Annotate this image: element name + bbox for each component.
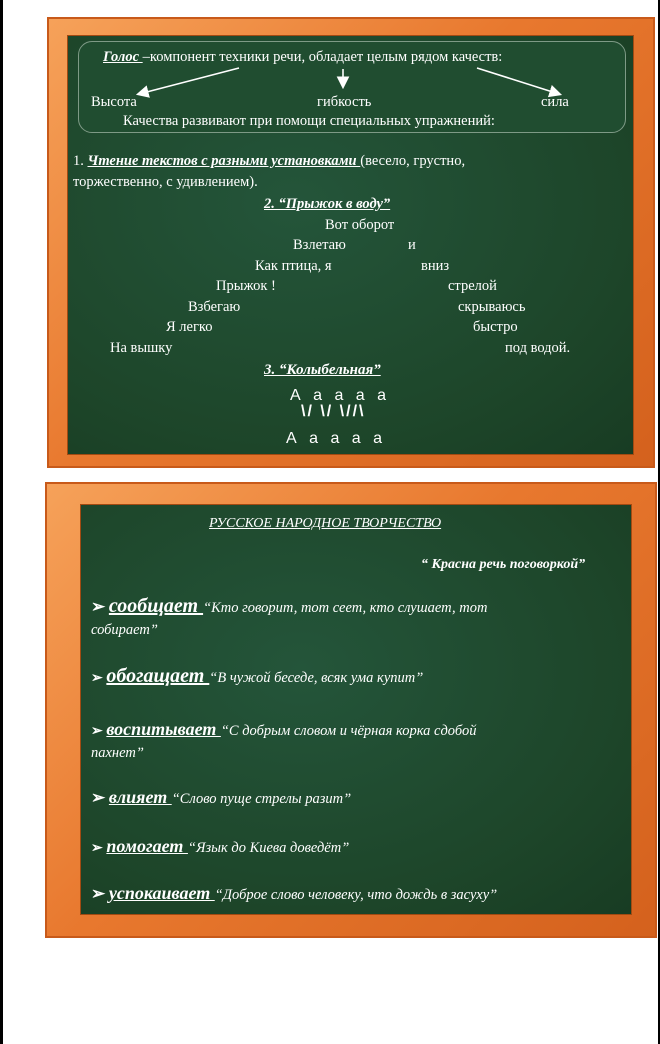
arrow-bullet-icon: ➢ xyxy=(91,671,103,686)
slide-1-board xyxy=(67,35,634,455)
poem-line-4-right: стрелой xyxy=(448,278,497,294)
voice-definition-bubble xyxy=(78,41,626,133)
voice-term: Голос xyxy=(103,49,143,65)
quality-strength: сила xyxy=(541,94,569,110)
quality-flexibility: гибкость xyxy=(317,94,372,110)
exercise-3-title: 3. “Колыбельная” xyxy=(264,362,381,378)
list-item xyxy=(91,721,476,740)
poem-line-2-right: и xyxy=(408,237,416,253)
lullaby-line-3: А а а а а xyxy=(286,430,387,447)
poem-line-3-left: Как птица, я xyxy=(255,258,332,274)
item-quote-continued: собирает” xyxy=(91,622,158,638)
exercise-1-number: 1. xyxy=(73,153,88,169)
poem-line-6-right: быстро xyxy=(473,319,518,335)
item-quote-continued: пахнет” xyxy=(91,745,144,761)
poem-line-5-left: Взбегаю xyxy=(188,299,241,315)
poem-line-1-left: Вот оборот xyxy=(325,217,395,233)
item-verb: обогащает xyxy=(106,665,210,687)
poem-line-5-right: скрываюсь xyxy=(458,299,526,315)
arrow-bullet-icon: ➢ xyxy=(91,597,106,616)
arrow-bullet-icon: ➢ xyxy=(91,788,106,807)
item-verb: воспитывает xyxy=(106,719,221,739)
item-quote: “Язык до Киева доведёт” xyxy=(187,840,350,856)
item-verb: сообщает xyxy=(108,595,204,617)
voice-definition-text: –компонент техники речи, обладает целым рядом качеств: xyxy=(142,49,503,65)
page-left-border xyxy=(0,0,3,1044)
quality-height: Высота xyxy=(91,94,137,110)
arrow-bullet-icon: ➢ xyxy=(91,841,103,856)
item-quote: “Слово пуще стрелы разит” xyxy=(171,791,352,807)
poem-line-7-right: под водой. xyxy=(505,340,571,356)
list-item xyxy=(91,838,349,857)
exercise-1-line-2: торжественно, с удивлением). xyxy=(73,174,258,190)
slide-1-frame xyxy=(47,17,655,468)
item-verb: успокаивает xyxy=(108,883,215,903)
list-item xyxy=(91,789,351,808)
exercise-1-line-1 xyxy=(73,153,465,170)
lullaby-line-2: \/ \/ \//\ xyxy=(301,403,366,420)
arrow-bullet-icon: ➢ xyxy=(91,884,106,903)
lullaby-line-1: А а а а а xyxy=(290,387,391,404)
exercise-2-title: 2. “Прыжок в воду” xyxy=(264,196,391,212)
slide-2-board xyxy=(80,504,632,915)
item-quote: “Кто говорит, тот сеет, кто слушает, тот xyxy=(203,600,488,616)
poem-line-7-left: На вышку xyxy=(110,340,173,356)
exercise-1-rest-1: (весело, грустно, xyxy=(360,153,466,169)
poem-line-3-right: вниз xyxy=(421,258,450,274)
item-quote: “Доброе слово человеку, что дождь в засуху” xyxy=(214,887,498,903)
arrow-bullet-icon: ➢ xyxy=(91,724,103,739)
poem-line-6-left: Я легко xyxy=(166,319,213,335)
item-verb: влияет xyxy=(108,787,172,807)
list-item xyxy=(91,885,497,904)
epigraph: “ Красна речь поговоркой” xyxy=(421,557,586,572)
poem-line-4-left: Прыжок ! xyxy=(216,278,276,294)
slide-2-frame xyxy=(45,482,657,938)
item-quote: “В чужой беседе, всяк ума купит” xyxy=(209,670,424,686)
exercise-1-title: Чтение текстов с разными установками xyxy=(87,153,361,169)
list-item xyxy=(91,665,424,687)
item-verb: помогает xyxy=(106,836,188,856)
poem-line-2-left: Взлетаю xyxy=(293,237,346,253)
item-quote: “С добрым словом и чёрная корка сдобой xyxy=(220,723,477,739)
list-item xyxy=(91,595,488,617)
folk-art-title: РУССКОЕ НАРОДНОЕ ТВОРЧЕСТВО xyxy=(209,516,442,531)
development-note: Качества развивают при помощи специальных упражнений: xyxy=(123,113,495,129)
